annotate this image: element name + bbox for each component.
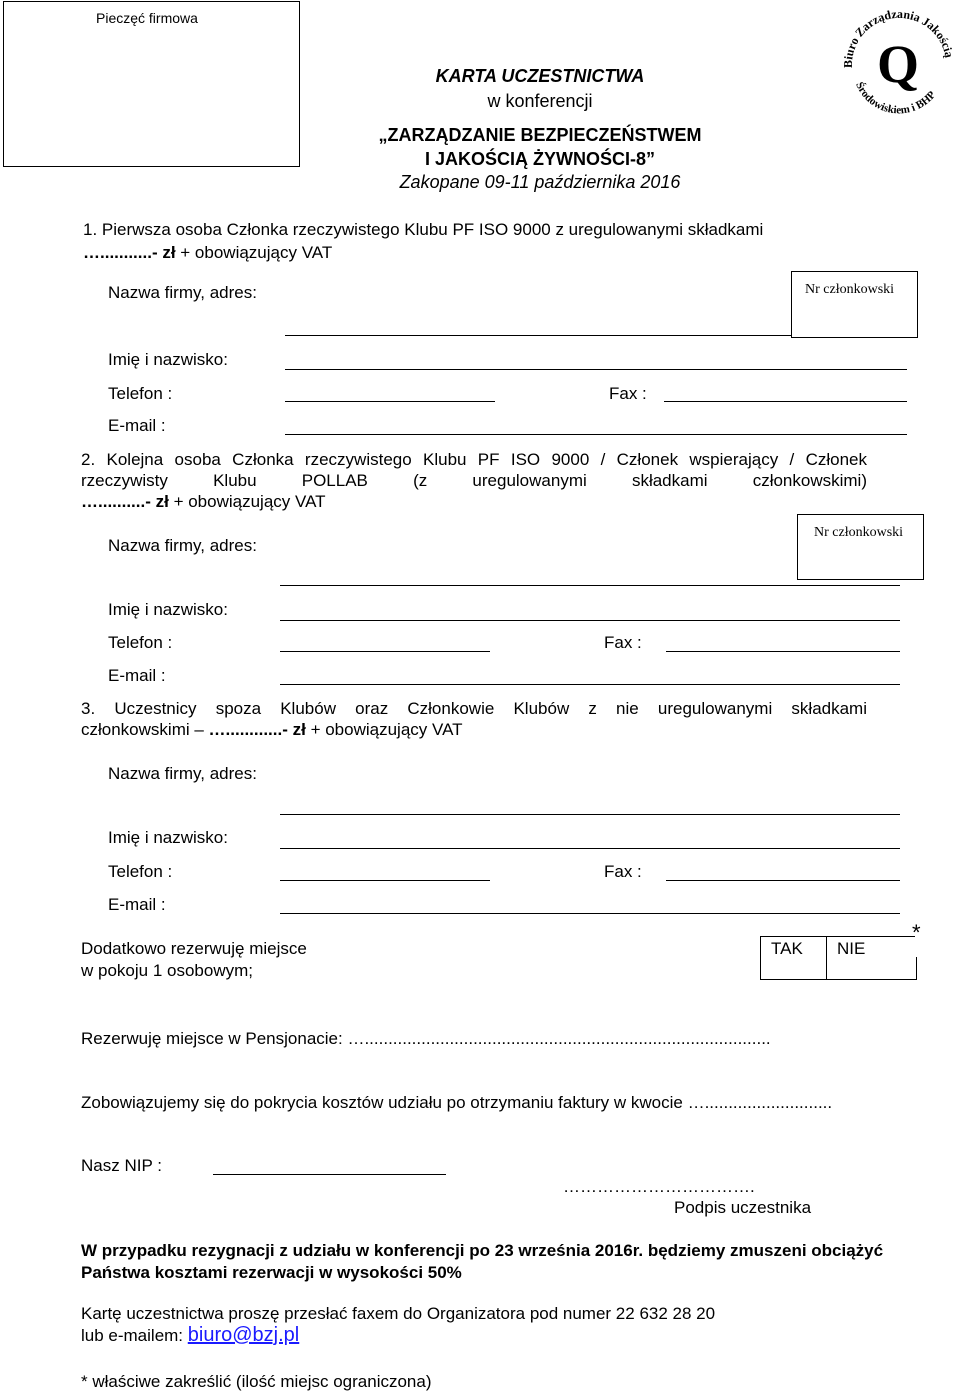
section3-phone-label: Telefon :: [108, 862, 173, 881]
room-choice-no[interactable]: NIE: [837, 939, 866, 958]
section2-company-label: Nazwa firmy, adres:: [108, 536, 257, 555]
section3-fax-label: Fax :: [604, 862, 642, 881]
room-reservation-line2: w pokoju 1 osobowym;: [81, 961, 253, 980]
section3-email-label: E-mail :: [108, 895, 166, 914]
section1-price-amount: …...........- zł: [83, 243, 176, 262]
section1-email-field[interactable]: [285, 434, 907, 435]
page-subtitle: w konferencji: [487, 91, 593, 111]
section1-fax-field[interactable]: [664, 401, 907, 402]
section2-heading-line2: rzeczywisty Klubu POLLAB (z uregulowanymi składkami członkowskimi): [81, 471, 867, 490]
section3-price-amount: …............- zł: [208, 720, 306, 739]
section2-name-label: Imię i nazwisko:: [108, 600, 228, 619]
section2-heading-line1: 2. Kolejna osoba Członka rzeczywistego Klubu PF ISO 9000 / Członek wspierający / Członek: [81, 450, 867, 469]
footnote: * właściwe zakreślić (ilość miejsc ograniczona): [81, 1372, 432, 1391]
conference-place-date: Zakopane 09-11 października 2016: [399, 172, 681, 192]
section3-price-vat: + obowiązujący VAT: [305, 720, 463, 739]
send-instructions-prefix: lub e-mailem:: [81, 1326, 188, 1345]
section2-price: [81, 492, 326, 512]
cancellation-notice-line2: Państwa kosztami rezerwacji w wysokości 50%: [81, 1263, 462, 1282]
section2-price-vat: + obowiązujący VAT: [168, 492, 326, 511]
section2-phone-field[interactable]: [280, 651, 490, 652]
send-instructions-line1: Kartę uczestnictwa proszę przesłać faxem do Organizatora pod numer 22 632 28 20: [81, 1304, 716, 1323]
section2-company-field[interactable]: [280, 585, 900, 586]
section1-fax-label: Fax :: [609, 384, 647, 403]
room-choice-divider-left: [760, 936, 761, 980]
section1-email-label: E-mail :: [108, 416, 166, 435]
room-choice-divider-mid: [826, 936, 827, 980]
section3-heading-line1: 3. Uczestnicy spoza Klubów oraz Członkowie Klubów z nie uregulowanymi składkami: [81, 699, 867, 718]
section3-heading-line2: [81, 720, 463, 740]
conference-name-line1: „ZARZĄDZANIE BEZPIECZEŃSTWEM: [378, 125, 702, 145]
section1-price: [83, 243, 332, 263]
logo-letter: Q: [876, 34, 920, 94]
logo-ring-top-text: Biuro Zarządzania Jakością: [840, 6, 957, 69]
send-instructions-line2: [81, 1324, 299, 1347]
signature-dots[interactable]: …………………………….: [563, 1177, 755, 1196]
room-choice-top-line: [760, 936, 915, 937]
section3-fax-field[interactable]: [666, 880, 900, 881]
section3-name-field[interactable]: [280, 848, 900, 849]
company-stamp-box: [3, 1, 300, 167]
section2-email-field[interactable]: [280, 684, 900, 685]
section1-member-no-label: Nr członkowski: [805, 282, 895, 297]
company-stamp-label: Pieczęć firmowa: [96, 10, 198, 26]
section1-company-field[interactable]: [285, 335, 791, 336]
room-reservation-line1: Dodatkowo rezerwuję miejsce: [81, 939, 307, 958]
section1-phone-label: Telefon :: [108, 384, 173, 403]
section3-company-label: Nazwa firmy, adres:: [108, 764, 257, 783]
section2-fax-label: Fax :: [604, 633, 642, 652]
nip-field[interactable]: [213, 1174, 446, 1175]
section1-member-no-box[interactable]: [791, 271, 918, 338]
room-choice-divider-right: [916, 957, 917, 980]
section2-name-field[interactable]: [280, 620, 900, 621]
section3-phone-field[interactable]: [280, 880, 490, 881]
section2-fax-field[interactable]: [666, 651, 900, 652]
section3-company-field[interactable]: [280, 814, 900, 815]
section1-name-field[interactable]: [285, 369, 907, 370]
payment-commitment[interactable]: Zobowiązujemy się do pokrycia kosztów udziału po otrzymaniu faktury w kwocie …...........................: [81, 1093, 833, 1112]
section2-member-no-label: Nr członkowski: [814, 525, 904, 540]
room-choice-asterisk: *: [912, 920, 921, 945]
section1-phone-field[interactable]: [285, 401, 495, 402]
room-choice-bottom-line: [760, 979, 917, 980]
bzj-logo: [836, 2, 960, 126]
logo-ring-bottom-text: Środowiskiem i BHP: [853, 80, 939, 117]
section3-name-label: Imię i nazwisko:: [108, 828, 228, 847]
section3-email-field[interactable]: [280, 913, 900, 914]
section2-price-amount: …..........- zł: [81, 492, 169, 511]
section2-member-no-box[interactable]: [797, 514, 924, 580]
section1-heading: 1. Pierwsza osoba Członka rzeczywistego Klubu PF ISO 9000 z uregulowanymi składkami: [83, 220, 764, 239]
logo-graphic: [836, 2, 960, 126]
pension-reservation[interactable]: Rezerwuję miejsce w Pensjonacie: …......................................................................................: [81, 1029, 771, 1048]
section1-company-label: Nazwa firmy, adres:: [108, 283, 257, 302]
nip-label: Nasz NIP :: [81, 1156, 162, 1175]
signature-label: Podpis uczestnika: [674, 1198, 812, 1217]
section3-heading-line2-start: członkowskimi –: [81, 720, 209, 739]
section2-phone-label: Telefon :: [108, 633, 173, 652]
section1-name-label: Imię i nazwisko:: [108, 350, 228, 369]
cancellation-notice-line1: W przypadku rezygnacji z udziału w konferencji po 23 września 2016r. będziemy zmuszeni obciążyć: [81, 1241, 884, 1260]
page-title: KARTA UCZESTNICTWA: [435, 66, 645, 86]
room-choice-yes[interactable]: TAK: [771, 939, 803, 958]
section2-email-label: E-mail :: [108, 666, 166, 685]
conference-name-line2: I JAKOŚCIĄ ŻYWNOŚCI-8”: [424, 149, 656, 169]
section1-price-vat: + obowiązujący VAT: [175, 243, 333, 262]
organizer-email-link[interactable]: biuro@bzj.pl: [187, 1324, 300, 1346]
